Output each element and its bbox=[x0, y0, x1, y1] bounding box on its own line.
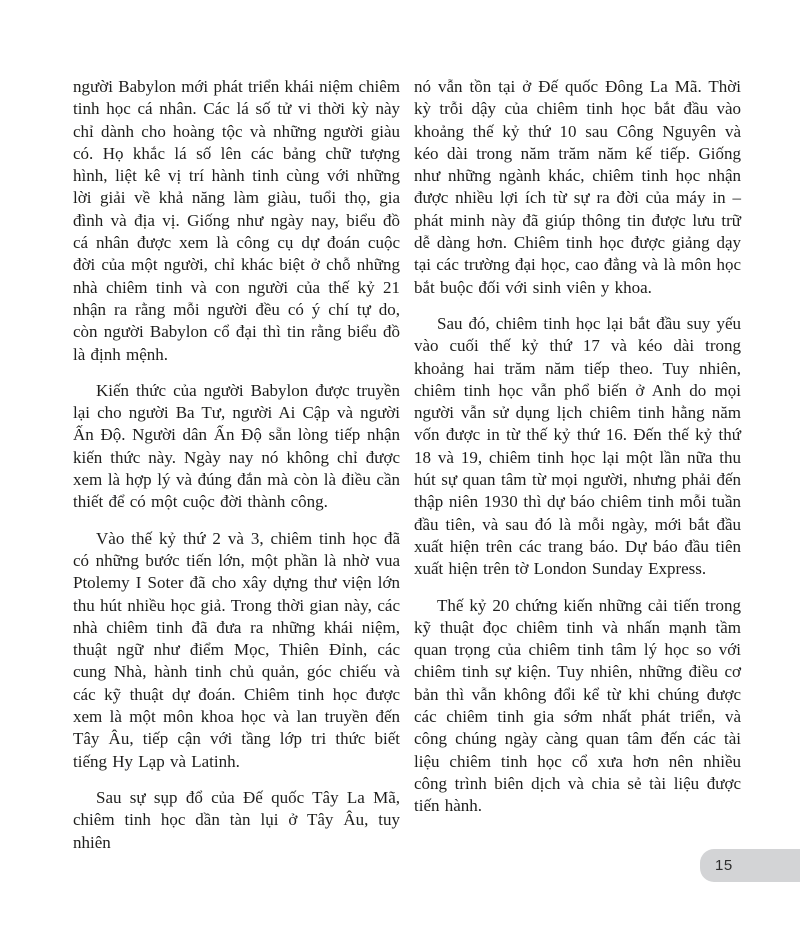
paragraph: người Babylon mới phát triển khái niệm chiêm tinh học cá nhân. Các lá số tử vi thời kỳ này chỉ dành cho hoàng tộc và những người giàu có. Họ khắc lá số lên các bảng chữ tượng hình, liệt kê vị trí hành tinh cùng với những lời giải về khả năng làm giàu, tuổi thọ, gia đình và địa vị. Giống như ngày nay, biểu đồ cá nhân được xem là công cụ dự đoán cuộc đời của một người, chỉ khác biệt ở chỗ những nhà chiêm tinh và con người của thế kỷ 21 nhận ra rằng mỗi người đều có ý chí tự do, còn người Babylon cổ đại thì tin rằng biểu đồ là định mệnh. bbox=[73, 77, 400, 364]
right-column bbox=[414, 76, 741, 868]
page-body bbox=[73, 76, 741, 868]
paragraph: nó vẫn tồn tại ở Đế quốc Đông La Mã. Thời kỳ trỗi dậy của chiêm tinh học bắt đầu vào khoảng thế kỷ thứ 10 sau Công Nguyên và kéo dài trong năm trăm năm kế tiếp. Giống như những ngành khác, chiêm tinh học nhận được nhiều lợi ích từ sự ra đời của máy in – phát minh này đã giúp thông tin được lưu trữ dễ dàng hơn. Chiêm tinh học được giảng dạy tại các trường đại học, cao đẳng và là môn học bắt buộc đối với sinh viên y khoa. bbox=[414, 77, 741, 297]
paragraph: Sau đó, chiêm tinh học lại bắt đầu suy yếu vào cuối thế kỷ thứ 17 và kéo dài trong khoảng hai trăm năm tiếp theo. Tuy nhiên, chiêm tinh học vẫn phổ biến ở Anh do mọi người vẫn sử dụng lịch chiêm tinh hằng năm vốn được in từ thế kỷ thứ 16. Đến thế kỷ thứ 18 và 19, chiêm tinh học lại một lần nữa thu hút sự quan tâm từ mọi người, nhưng phải đến thập niên 1930 thì dự báo chiêm tinh mỗi tuần đầu tiên, và sau đó là mỗi ngày, mới bắt đầu xuất hiện trên các trang báo. Dự báo đầu tiên xuất hiện trên tờ London Sunday Express. bbox=[414, 313, 741, 579]
paragraph: Vào thế kỷ thứ 2 và 3, chiêm tinh học đã có những bước tiến lớn, một phần là nhờ vua Ptolemy I Soter đã cho xây dựng thư viện lớn thu hút nhiều học giả. Trong thời gian này, các nhà chiêm tinh đã đưa ra những khái niệm, thuật ngữ như điểm Mọc, Thiên Đỉnh, các cung Nhà, hành tinh chủ quản, góc chiếu và các kỹ thuật dự đoán. Chiêm tinh học được xem là một môn khoa học và lan truyền đến Tây Âu, tiếp cận với tầng lớp tri thức biết tiếng Hy Lạp và Latinh. bbox=[73, 528, 400, 771]
left-column bbox=[73, 76, 400, 868]
page-number-tab bbox=[700, 849, 800, 882]
paragraph: Sau sự sụp đổ của Đế quốc Tây La Mã, chiêm tinh học dần tàn lụi ở Tây Âu, tuy nhiên bbox=[73, 787, 400, 852]
paragraph: Thế kỷ 20 chứng kiến những cải tiến trong kỹ thuật đọc chiêm tinh và nhấn mạnh tầm quan trọng của chiêm tinh tâm lý học so với chiêm tinh sự kiện. Tuy nhiên, những điều cơ bản thì vẫn không đổi kể từ khi chúng được các chiêm tinh gia sớm nhất phát triển, và công chúng ngày càng quan tâm đến các tài liệu chiêm tinh học cổ xưa hơn nên nhiều công trình biên dịch và chia sẻ tài liệu được tiến hành. bbox=[414, 595, 741, 816]
paragraph: Kiến thức của người Babylon được truyền lại cho người Ba Tư, người Ai Cập và người Ấn Độ. Người dân Ấn Độ sẵn lòng tiếp nhận kiến thức này. Ngày nay nó không chỉ được xem là hợp lý và đúng đắn mà còn là điều cần thiết để có một cuộc đời thành công. bbox=[73, 380, 400, 512]
page-number: 15 bbox=[715, 857, 733, 874]
